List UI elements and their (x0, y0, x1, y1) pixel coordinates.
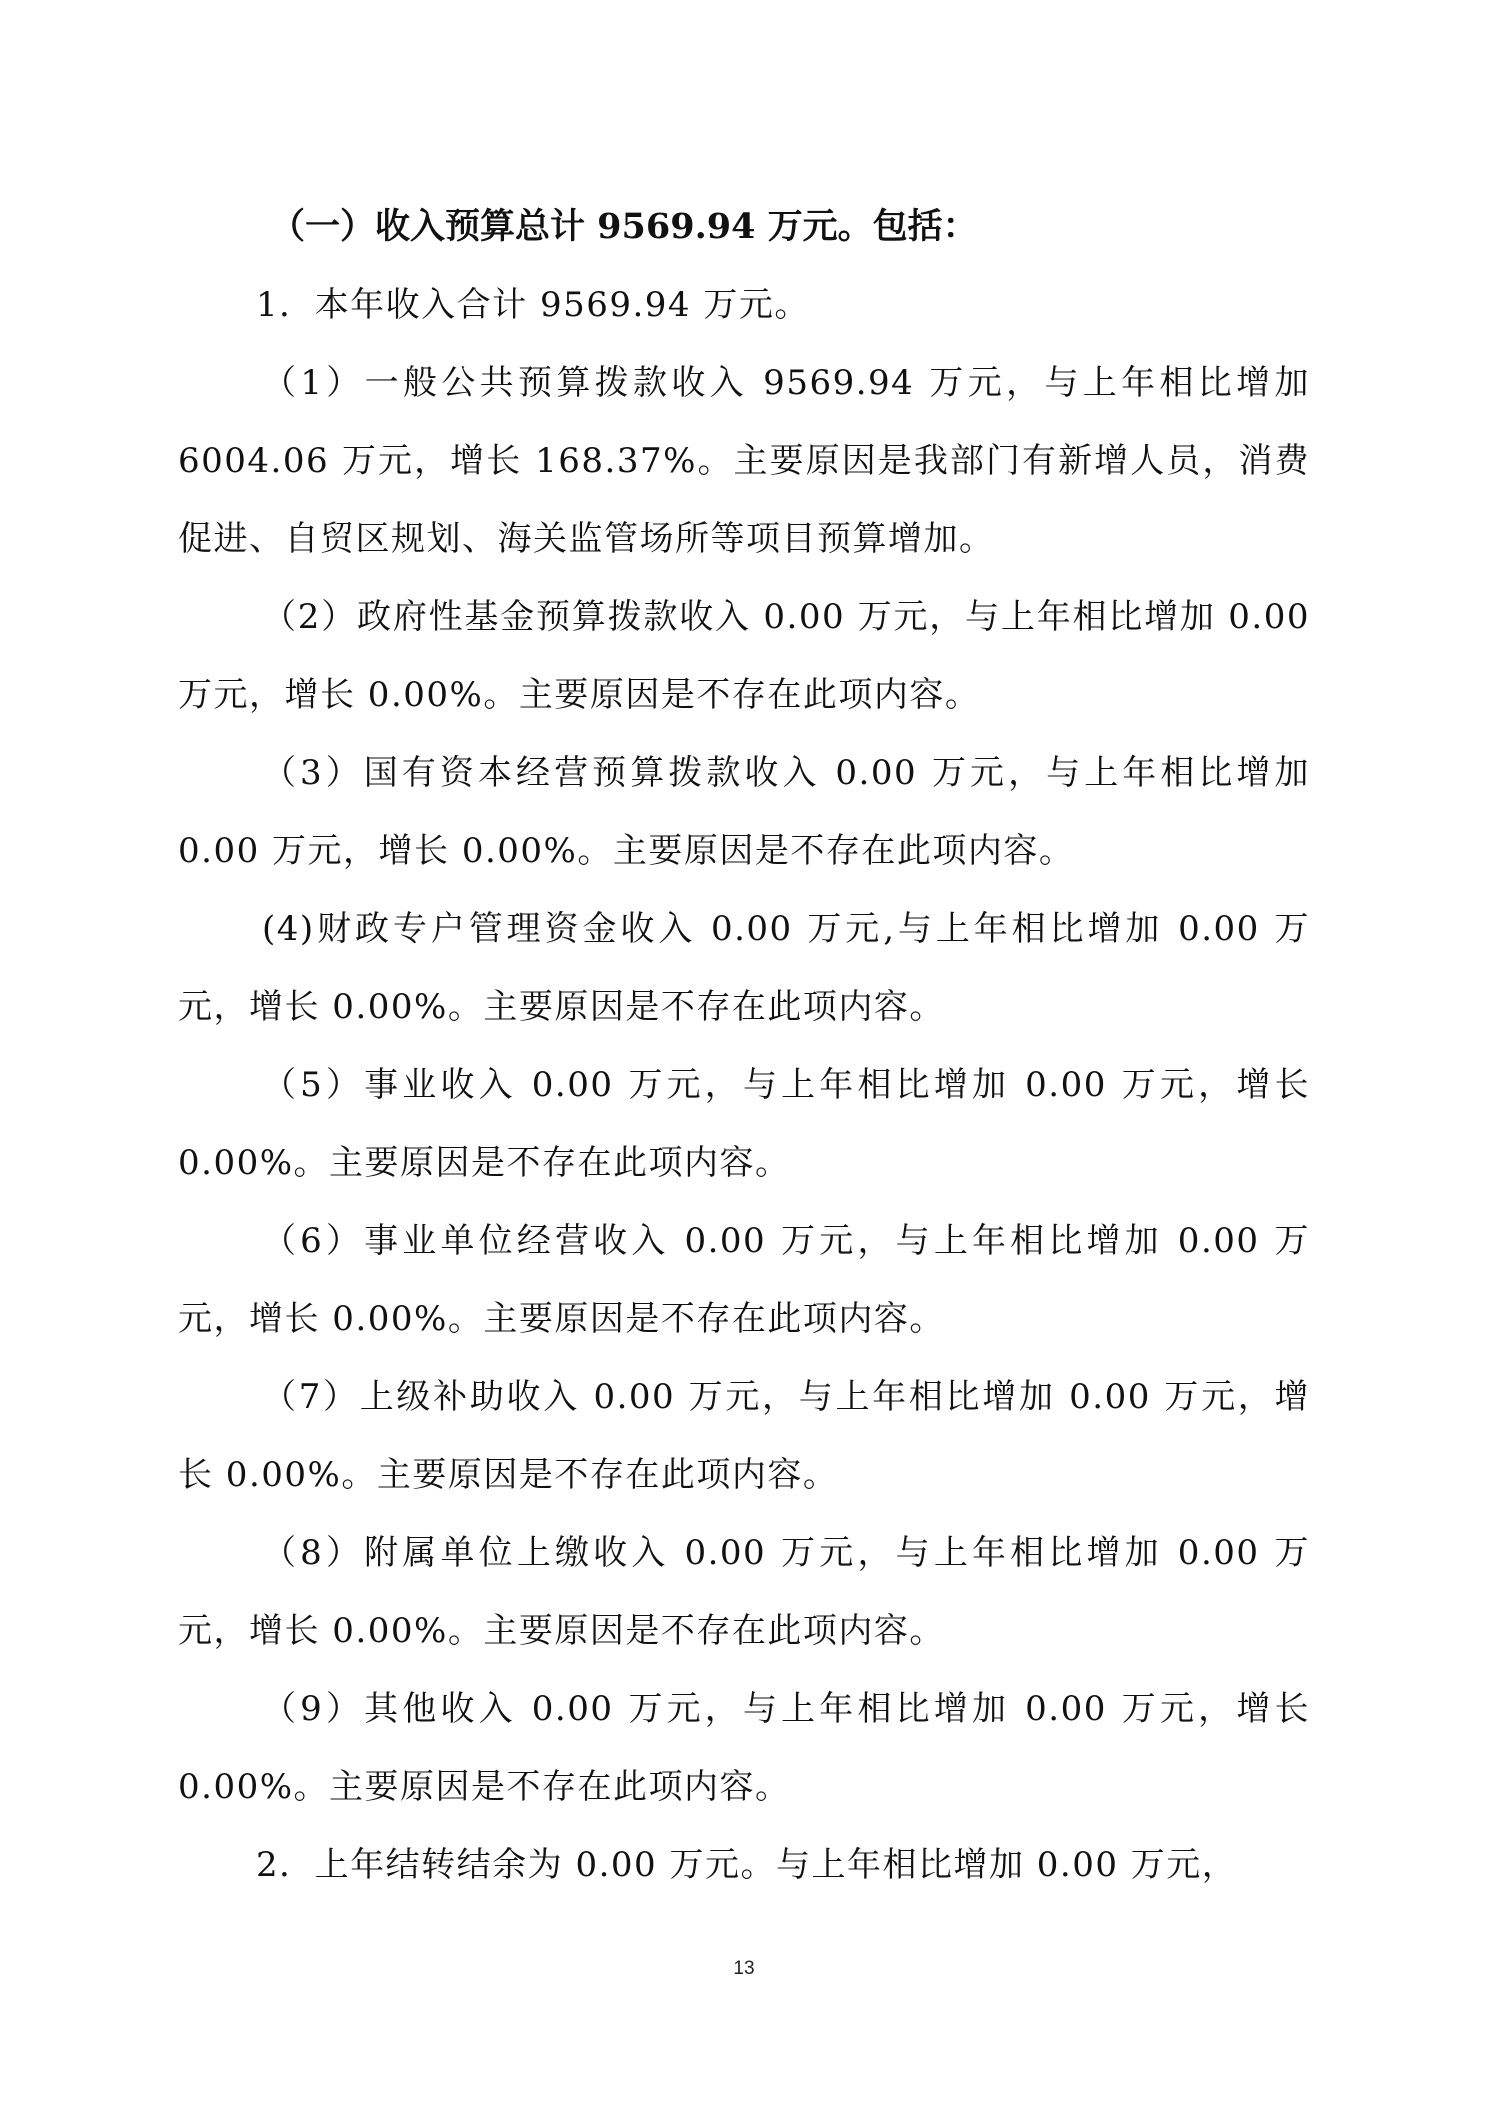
paragraph-affiliated-remit: （8）附属单位上缴收入 0.00 万元，与上年相比增加 0.00 万元，增长 0.00%。主要原因是不存在此项内容。 (178, 1533, 1310, 1651)
section-heading: （一）收入预算总计 9569.94 万元。包括： (270, 206, 978, 247)
paragraph-state-capital: （3）国有资本经营预算拨款收入 0.00 万元，与上年相比增加 0.00 万元，增长 0.00%。主要原因是不存在此项内容。 (178, 753, 1310, 871)
page-content (178, 188, 1310, 1904)
paragraph-special-account: (4)财政专户管理资金收入 0.00 万元,与上年相比增加 0.00 万元，增长 0.00%。主要原因是不存在此项内容。 (178, 909, 1310, 1027)
paragraph-government-fund: （2）政府性基金预算拨款收入 0.00 万元，与上年相比增加 0.00 万元，增长 0.00%。主要原因是不存在此项内容。 (178, 597, 1310, 715)
paragraph-superior-subsidy: （7）上级补助收入 0.00 万元，与上年相比增加 0.00 万元，增长 0.00%。主要原因是不存在此项内容。 (178, 1377, 1310, 1495)
paragraph-total-income: 1．本年收入合计 9569.94 万元。 (256, 285, 810, 325)
paragraph-business-income: （5）事业收入 0.00 万元，与上年相比增加 0.00 万元，增长 0.00%。主要原因是不存在此项内容。 (178, 1065, 1310, 1183)
paragraph-general-budget: （1）一般公共预算拨款收入 9569.94 万元，与上年相比增加 6004.06 万元，增长 168.37%。主要原因是我部门有新增人员，消费促进、自贸区规划、海关监管场所等项目预算增加。 (178, 363, 1310, 559)
page-number: 13 (733, 1958, 755, 1979)
paragraph-carryover: 2．上年结转结余为 0.00 万元。与上年相比增加 0.00 万元， (256, 1845, 1238, 1885)
paragraph-other-income: （9）其他收入 0.00 万元，与上年相比增加 0.00 万元，增长 0.00%。主要原因是不存在此项内容。 (178, 1689, 1310, 1807)
paragraph-operating-income: （6）事业单位经营收入 0.00 万元，与上年相比增加 0.00 万元，增长 0.00%。主要原因是不存在此项内容。 (178, 1221, 1310, 1339)
